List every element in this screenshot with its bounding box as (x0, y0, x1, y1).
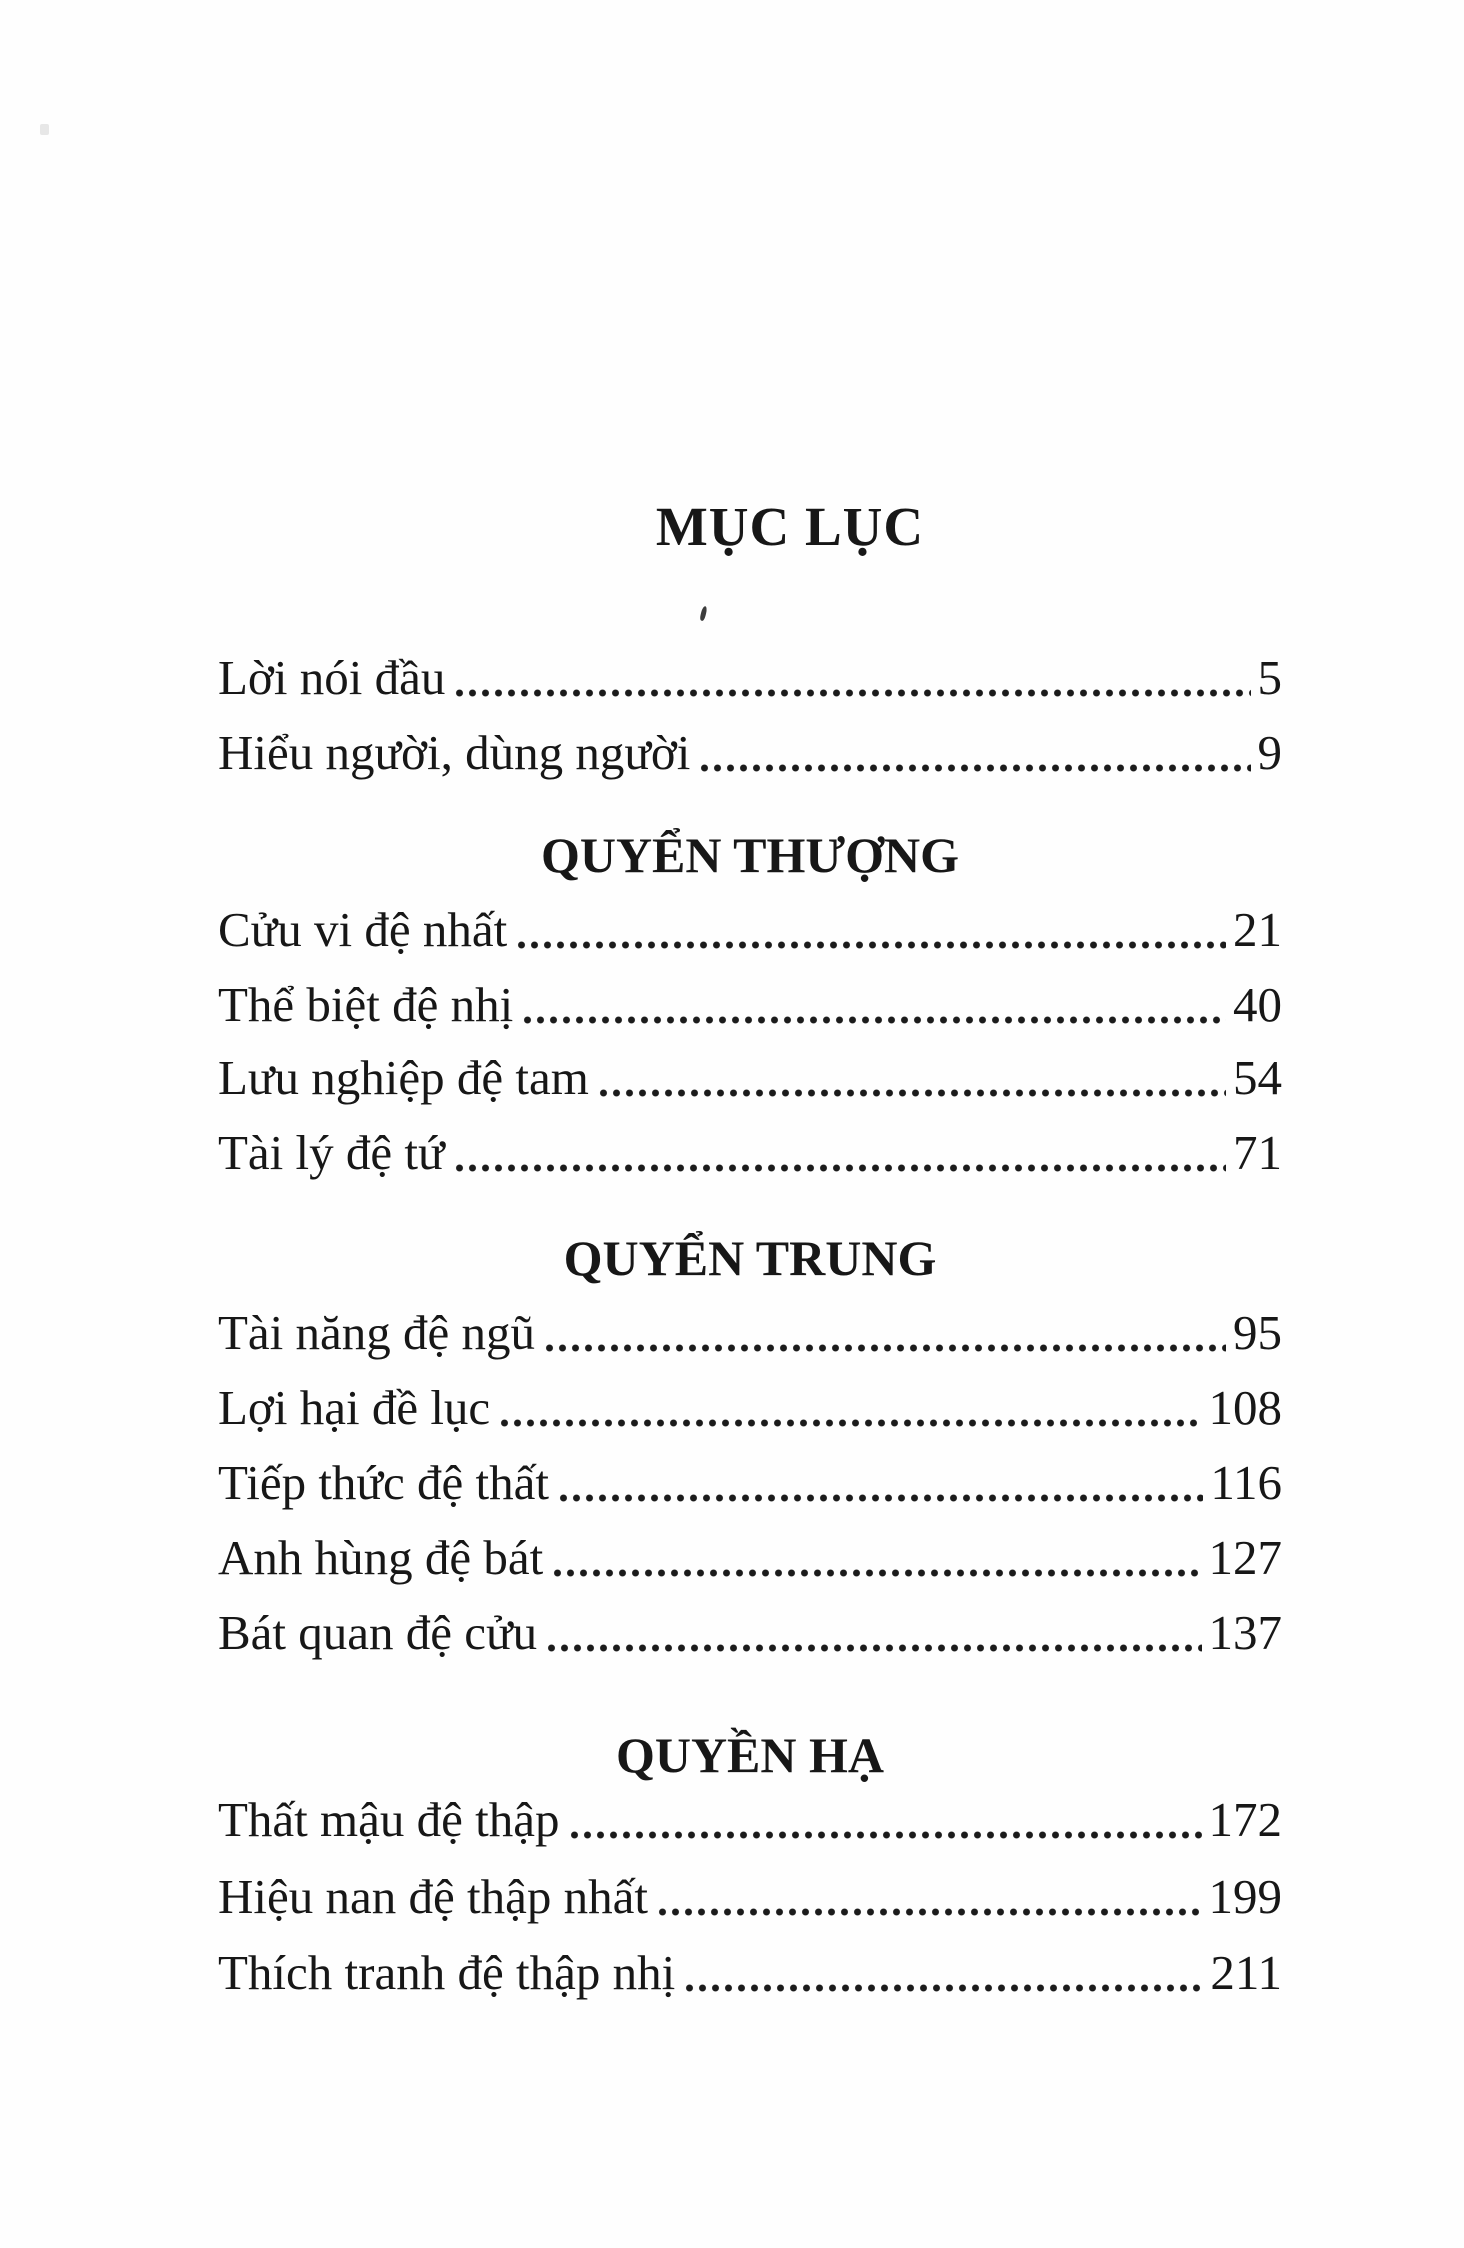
toc-entry (218, 1046, 1282, 1110)
toc-entry-label: Lợi hại đề lục (218, 1380, 491, 1435)
dot-leader (517, 940, 1226, 950)
toc-entry-label: Cửu vi đệ nhất (218, 902, 508, 957)
toc-entry-label: Hiểu người, dùng người (218, 725, 691, 780)
toc-page-number: 5 (1257, 650, 1282, 705)
dot-leader (500, 1418, 1201, 1428)
scan-artifact (40, 124, 49, 135)
toc-entry-label: Tài năng đệ ngũ (218, 1305, 536, 1360)
toc-page-number: 9 (1257, 725, 1282, 780)
toc-entry-label: Lời nói đầu (218, 650, 446, 705)
dot-leader (547, 1643, 1201, 1653)
page-title: MỤC LỤC (655, 496, 925, 557)
dot-leader (559, 1493, 1203, 1503)
toc-entry (218, 1865, 1282, 1929)
dot-leader (700, 763, 1250, 773)
toc-page-number: 54 (1233, 1050, 1282, 1105)
toc-entry-label: Anh hùng đệ bát (218, 1530, 544, 1585)
toc-page-number: 172 (1208, 1792, 1282, 1847)
toc-page-number: 71 (1233, 1125, 1282, 1180)
toc-entry (218, 898, 1282, 962)
toc-entry (218, 721, 1282, 785)
toc-entry (218, 1376, 1282, 1440)
toc-entry-label: Thích tranh đệ thập nhị (218, 1945, 676, 2000)
toc-entry-label: Thể biệt đệ nhị (218, 977, 514, 1032)
toc-entry (218, 646, 1282, 710)
toc-entry (218, 1121, 1282, 1185)
toc-page-number: 199 (1208, 1869, 1282, 1924)
toc-page-number: 211 (1210, 1945, 1282, 2000)
toc-page-number: 95 (1233, 1305, 1282, 1360)
toc-page-number: 137 (1208, 1605, 1282, 1660)
toc-entry (218, 1526, 1282, 1590)
toc-entry-label: Tài lý đệ tứ (218, 1125, 445, 1180)
dot-leader (545, 1343, 1226, 1353)
dot-leader (685, 1983, 1203, 1993)
toc-entry (218, 1451, 1282, 1515)
dot-leader (455, 688, 1250, 698)
dot-leader (570, 1830, 1202, 1840)
toc-page-number: 21 (1233, 902, 1282, 957)
toc-page-number: 108 (1208, 1380, 1282, 1435)
toc-entry-label: Hiệu nan đệ thập nhất (218, 1869, 648, 1924)
toc-entry (218, 1601, 1282, 1665)
section-heading: QUYỂN TRUNG (563, 1230, 937, 1286)
toc-entry (218, 1301, 1282, 1365)
toc-entry-label: Thất mậu đệ thập (218, 1792, 560, 1847)
toc-entry (218, 1788, 1282, 1852)
toc-entry (218, 1941, 1282, 2005)
scan-artifact (699, 606, 707, 622)
dot-leader (553, 1568, 1201, 1578)
toc-entry-label: Tiếp thức đệ thất (218, 1455, 549, 1510)
dot-leader (658, 1907, 1202, 1917)
section-heading: QUYỀN HẠ (615, 1727, 885, 1783)
toc-entry (218, 973, 1282, 1037)
dot-leader (599, 1088, 1226, 1098)
toc-page-number: 127 (1208, 1530, 1282, 1585)
toc-page-number: 40 (1233, 977, 1282, 1032)
dot-leader (523, 1015, 1226, 1025)
toc-entry-label: Bát quan đệ cửu (218, 1605, 538, 1660)
dot-leader (455, 1163, 1226, 1173)
section-heading: QUYỂN THƯỢNG (540, 827, 960, 883)
toc-entry-label: Lưu nghiệp đệ tam (218, 1050, 589, 1105)
toc-page-number: 116 (1210, 1455, 1282, 1510)
